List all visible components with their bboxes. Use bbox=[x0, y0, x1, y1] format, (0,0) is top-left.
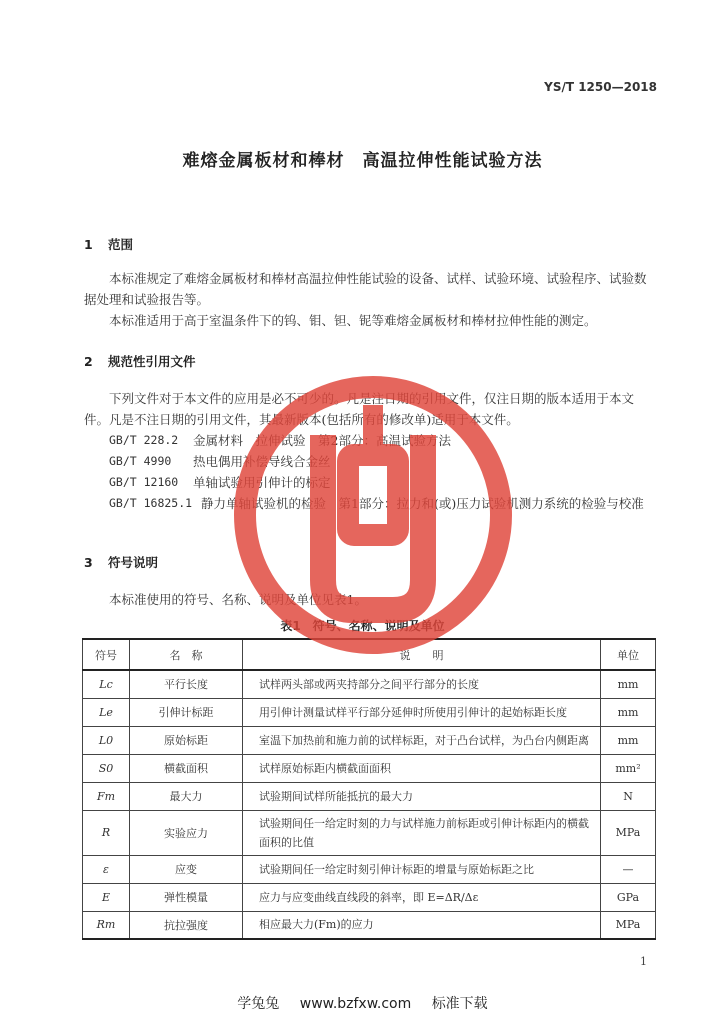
symbol-cell: L0 bbox=[83, 726, 130, 754]
header-description: 说 明 bbox=[243, 639, 601, 670]
header-name: 名 称 bbox=[130, 639, 243, 670]
symbol-cell: Lc bbox=[83, 670, 130, 698]
name-cell: 抗拉强度 bbox=[130, 911, 243, 939]
unit-cell: mm bbox=[601, 670, 656, 698]
table-row bbox=[83, 726, 656, 754]
unit-cell: MPa bbox=[601, 810, 656, 855]
symbols-table bbox=[82, 638, 656, 940]
unit-cell: MPa bbox=[601, 911, 656, 939]
table-row bbox=[83, 670, 656, 698]
description-cell: 应力与应变曲线直线段的斜率，即 E=ΔR/Δε bbox=[243, 883, 601, 911]
reference-title: 热电偶用补偿导线合金丝 bbox=[193, 454, 331, 469]
description-cell: 试验期间试样所能抵抗的最大力 bbox=[243, 782, 601, 810]
footer-url: www.bzfxw.com bbox=[299, 996, 412, 1012]
symbol-cell: E bbox=[83, 883, 130, 911]
reference-list bbox=[109, 430, 659, 514]
unit-cell: GPa bbox=[601, 883, 656, 911]
standard-code: YS/T 1250—2018 bbox=[544, 80, 657, 94]
description-cell: 试样两头部或两夹持部分之间平行部分的长度 bbox=[243, 670, 601, 698]
table-row bbox=[83, 782, 656, 810]
reference-item bbox=[109, 430, 659, 451]
description-cell: 相应最大力(Fm)的应力 bbox=[243, 911, 601, 939]
symbol-cell: Rm bbox=[83, 911, 130, 939]
section-3-heading bbox=[84, 553, 158, 571]
reference-code: GB/T 4990 bbox=[109, 454, 172, 468]
header-unit: 单位 bbox=[601, 639, 656, 670]
table-row bbox=[83, 911, 656, 939]
reference-code: GB/T 228.2 bbox=[109, 433, 179, 447]
symbol-cell: R bbox=[83, 810, 130, 855]
unit-cell: mm bbox=[601, 698, 656, 726]
table-caption: 表1 符号、名称、说明及单位 bbox=[280, 619, 445, 633]
section-1-paragraph-1: 本标准规定了难熔金属板材和棒材高温拉伸性能试验的设备、试样、试验环境、试验程序、试验数据处理和试验报告等。 bbox=[84, 271, 647, 307]
description-cell: 用引伸计测量试样平行部分延伸时所使用引伸计的起始标距长度 bbox=[243, 698, 601, 726]
reference-item bbox=[109, 493, 659, 514]
unit-cell: N bbox=[601, 782, 656, 810]
reference-code: GB/T 16825.1 bbox=[109, 496, 193, 510]
section-number: 3 bbox=[84, 555, 93, 570]
description-cell: 试验期间任一给定时刻的力与试样施力前标距或引伸计标距内的横截面积的比值 bbox=[243, 810, 601, 855]
table-header-row bbox=[83, 639, 656, 670]
section-number: 1 bbox=[84, 237, 93, 252]
unit-cell: mm bbox=[601, 726, 656, 754]
name-cell: 原始标距 bbox=[130, 726, 243, 754]
description-cell: 试验期间任一给定时刻引伸计标距的增量与原始标距之比 bbox=[243, 855, 601, 883]
header-symbol: 符号 bbox=[83, 639, 130, 670]
reference-item bbox=[109, 451, 659, 472]
section-3-paragraph: 本标准使用的符号、名称、说明及单位见表1。 bbox=[109, 592, 367, 607]
name-cell: 最大力 bbox=[130, 782, 243, 810]
name-cell: 弹性模量 bbox=[130, 883, 243, 911]
symbol-cell: Fm bbox=[83, 782, 130, 810]
section-1-heading bbox=[84, 235, 133, 253]
table-row bbox=[83, 810, 656, 855]
reference-item bbox=[109, 472, 659, 493]
section-2-heading bbox=[84, 352, 196, 370]
table-row bbox=[83, 855, 656, 883]
section-1-paragraph-2: 本标准适用于高于室温条件下的钨、钼、钽、铌等难熔金属板材和棒材拉伸性能的测定。 bbox=[109, 313, 597, 328]
reference-code: GB/T 12160 bbox=[109, 475, 179, 489]
unit-cell: — bbox=[601, 855, 656, 883]
reference-title: 单轴试验用引伸计的标定 bbox=[193, 475, 331, 490]
document-title: 难熔金属板材和棒材 高温拉伸性能试验方法 bbox=[182, 151, 543, 171]
footer-site-name: 学兔兔 bbox=[237, 996, 280, 1012]
unit-cell: mm² bbox=[601, 754, 656, 782]
name-cell: 应变 bbox=[130, 855, 243, 883]
name-cell: 实验应力 bbox=[130, 810, 243, 855]
section-title: 规范性引用文件 bbox=[108, 354, 196, 369]
footer bbox=[0, 993, 725, 1013]
section-title: 范围 bbox=[108, 237, 134, 252]
page-number: 1 bbox=[640, 955, 647, 968]
table-row bbox=[83, 754, 656, 782]
footer-slogan: 标准下载 bbox=[431, 996, 488, 1012]
symbol-cell: S0 bbox=[83, 754, 130, 782]
table-row bbox=[83, 883, 656, 911]
table-row bbox=[83, 698, 656, 726]
reference-title: 静力单轴试验机的检验 第1部分：拉力和(或)压力试验机测力系统的检验与校准 bbox=[201, 496, 644, 511]
reference-title: 金属材料 拉伸试验 第2部分：高温试验方法 bbox=[193, 433, 451, 448]
description-cell: 室温下加热前和施力前的试样标距，对于凸台试样，为凸台内侧距离 bbox=[243, 726, 601, 754]
section-2-paragraph: 下列文件对于本文件的应用是必不可少的。凡是注日期的引用文件，仅注日期的版本适用于本文件。凡是不注日期的引用文件，其最新版本(包括所有的修改单)适用于本文件。 bbox=[84, 391, 635, 427]
name-cell: 引伸计标距 bbox=[130, 698, 243, 726]
name-cell: 横截面积 bbox=[130, 754, 243, 782]
description-cell: 试样原始标距内横截面面积 bbox=[243, 754, 601, 782]
symbol-cell: Le bbox=[83, 698, 130, 726]
symbol-cell: ε bbox=[83, 855, 130, 883]
section-title: 符号说明 bbox=[108, 555, 159, 570]
section-number: 2 bbox=[84, 354, 93, 369]
name-cell: 平行长度 bbox=[130, 670, 243, 698]
